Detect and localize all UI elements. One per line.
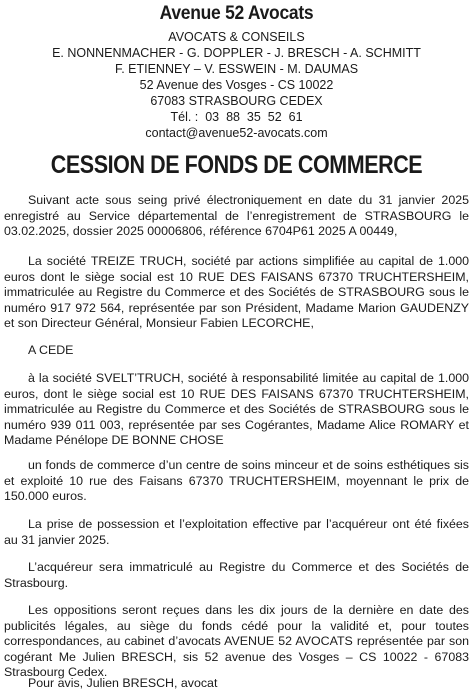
paragraph-signature: Pour avis, Julien BRESCH, avocat — [28, 676, 218, 690]
firm-header — [0, 29, 473, 141]
paragraph-oppositions: Les oppositions seront reçues dans les dix jours de la dernière en date des publicités légales, au siège du fonds cédé pour la validité et, pour toutes correspondances, au cabinet d’avocats AVENUE 52 AVOCATS représentée par son cogérant Me Julien BRESCH, sis 52 avenue des Vosges – CS 10022 - 67083 Strasbourg Cedex. — [4, 603, 469, 680]
firm-email: contact@avenue52-avocats.com — [145, 126, 328, 140]
firm-subtitle: AVOCATS & CONSEILS — [168, 30, 305, 44]
firm-partners-line-2: F. ETIENNEY – V. ESSWEIN - M. DAUMAS — [114, 62, 359, 76]
firm-name: Avenue 52 Avocats — [159, 3, 314, 24]
firm-partners-line-1: E. NONNENMACHER - G. DOPPLER - J. BRESCH - A. SCHMITT — [52, 46, 421, 60]
firm-address-line-2: 67083 STRASBOURG CEDEX — [150, 94, 323, 108]
paragraph-deed: Suivant acte sous seing privé électroniquement en date du 31 janvier 2025 enregistré au Service départemental de l’enregistrement de STRASBOURG le 03.02.2025, dossier 2025 00006806, référence 6704P61 2025 A 00449, — [4, 193, 469, 239]
paragraph-buyer: à la société SVELT’TRUCH, société à responsabilité limitée au capital de 1.000 euros, dont le siège social est 10 RUE DES FAISANS 67370 TRUCHTERSHEIM, immatriculée au Registre du Commerce et des Sociétés de STRASBOURG sous le numéro 939 011 003, représentée par ses Cogérantes, Madame Alice ROMARY et Madame Pénélope DE BONNE CHOSE — [4, 371, 469, 448]
firm-phone: Tél. : 03 88 35 52 61 — [170, 110, 303, 124]
paragraph-seller: La société TREIZE TRUCH, société par actions simplifiée au capital de 1.000 euros dont le siège social est 10 RUE DES FAISANS 67370 TRUCHTERSHEIM, immatriculée au Registre du Commerce et des Sociétés de STRASBOURG sous le numéro 917 972 564, représentée par son Président, Madame Marion GAUDENZY et son Directeur Général, Monsieur Fabien LECORCHE, — [4, 254, 469, 331]
paragraph-possession: La prise de possession et l’exploitation effective par l’acquéreur ont été fixées au 31 janvier 2025. — [4, 517, 469, 547]
paragraph-business: un fonds de commerce d’un centre de soins minceur et de soins esthétiques sis et exploité 10 rue des Faisans 67370 TRUCHTERSHEIM, moyennant le prix de 150.000 euros. — [4, 458, 469, 504]
paragraph-a-cede: A CEDE — [28, 343, 74, 357]
firm-address-line-1: 52 Avenue des Vosges - CS 10022 — [139, 78, 334, 92]
paragraph-registration: L’acquéreur sera immatriculé au Registre du Commerce et des Sociétés de Strasbourg. — [4, 560, 469, 590]
notice-title: CESSION DE FONDS DE COMMERCE — [50, 151, 423, 179]
